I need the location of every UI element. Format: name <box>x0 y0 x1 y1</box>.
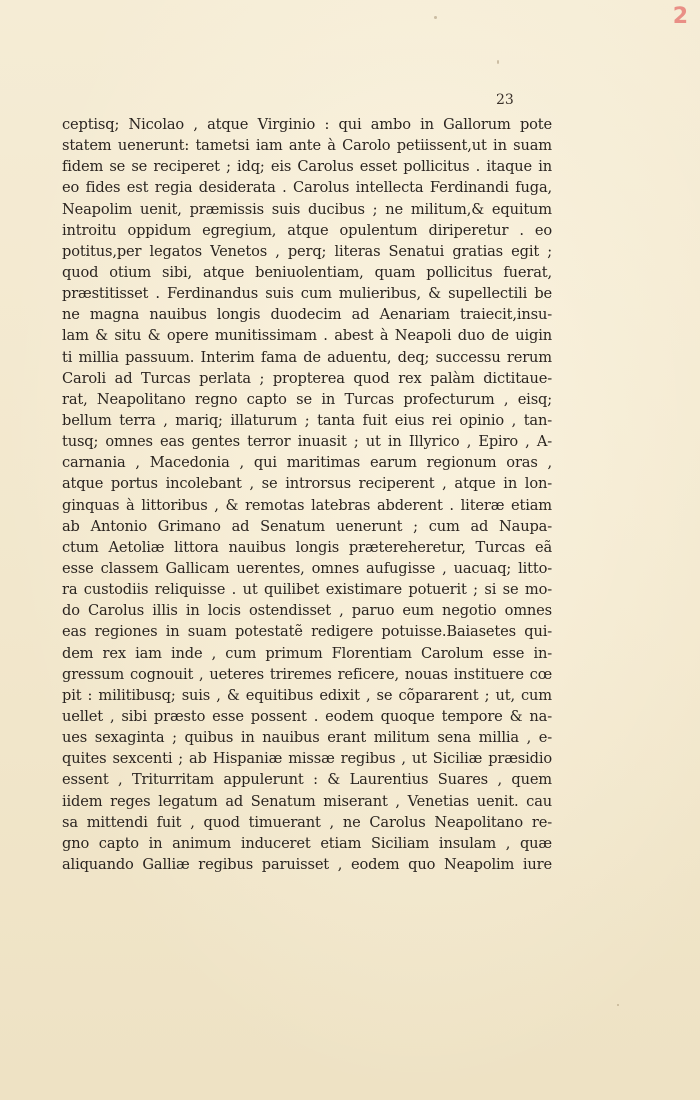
text-line: eo fides est regia desiderata . Carolus intellecta Ferdinandi fuga, <box>62 179 552 197</box>
text-line: gno capto in animum induceret etiam Siciliam insulam , quæ <box>62 834 552 852</box>
page-number: 23 <box>496 92 514 108</box>
text-line: atque portus incolebant , se introrsus reciperent , atque in lon- <box>62 475 552 493</box>
body-text <box>62 114 552 875</box>
text-line: dem rex iam inde , cum primum Florentiam Carolum esse in- <box>62 644 552 662</box>
text-line: gressum cognouit , ueteres triremes reficere, nouas instituere cœ <box>62 665 552 683</box>
paper-speck <box>434 16 437 19</box>
text-line: lam & situ & opere munitissimam . abest à Neapoli duo de uigin <box>62 327 552 345</box>
text-line: ne magna nauibus longis duodecim ad Aenariam traiecit,insu- <box>62 306 552 324</box>
text-line: carnania , Macedonia , qui maritimas earum regionum oras , <box>62 454 552 472</box>
paper-speck <box>497 60 499 64</box>
text-line: essent , Triturritam appulerunt : & Laurentius Suares , quem <box>62 771 552 789</box>
paper-speck <box>617 1004 619 1006</box>
text-line: iidem reges legatum ad Senatum miserant , Venetias uenit. cau <box>62 792 552 810</box>
text-line: tusq; omnes eas gentes terror inuasit ; ut in Illyrico , Epiro , A- <box>62 433 552 451</box>
text-line: pit : militibusq; suis , & equitibus edixit , se cõpararent ; ut, cum <box>62 686 552 704</box>
text-line: aliquando Galliæ regibus paruisset , eodem quo Neapolim iure <box>62 855 552 873</box>
text-line: uellet , sibi præsto esse possent . eodem quoque tempore & na- <box>62 707 552 725</box>
text-line: sa mittendi fuit , quod timuerant , ne Carolus Neapolitano re- <box>62 813 552 831</box>
text-line: quites sexcenti ; ab Hispaniæ missæ regibus , ut Siciliæ præsidio <box>62 750 552 768</box>
text-line: ti millia passuum. Interim fama de aduentu, deq; successu rerum <box>62 348 552 366</box>
corner-page-mark: 2 <box>672 4 688 29</box>
text-line: ctum Aetoliæ littora nauibus longis prætereheretur, Turcas eã <box>62 538 552 556</box>
text-line: Caroli ad Turcas perlata ; propterea quod rex palàm dictitaue- <box>62 369 552 387</box>
text-line: bellum terra , mariq; illaturum ; tanta fuit eius rei opinio , tan- <box>62 411 552 429</box>
text-line: ues sexaginta ; quibus in nauibus erant militum sena millia , e- <box>62 729 552 747</box>
text-line: ra custodiis reliquisse . ut quilibet existimare potuerit ; si se mo- <box>62 581 552 599</box>
text-line: quod otium sibi, atque beniuolentiam, quam pollicitus fuerat, <box>62 263 552 281</box>
text-line: esse classem Gallicam uerentes, omnes aufugisse , uacuaq; litto- <box>62 559 552 577</box>
text-line: statem uenerunt: tametsi iam ante à Carolo petiissent,ut in suam <box>62 137 552 155</box>
text-line: do Carolus illis in locis ostendisset , paruo eum negotio omnes <box>62 602 552 620</box>
text-line: ab Antonio Grimano ad Senatum uenerunt ; cum ad Naupa- <box>62 517 552 535</box>
text-line: Neapolim uenit, præmissis suis ducibus ; ne militum,& equitum <box>62 200 552 218</box>
text-line: ginquas à littoribus , & remotas latebras abderent . literæ etiam <box>62 496 552 514</box>
text-line: præstitisset . Ferdinandus suis cum mulieribus, & supellectili be <box>62 285 552 303</box>
text-line: introitu oppidum egregium, atque opulentum diriperetur . eo <box>62 221 552 239</box>
text-line: fidem se se reciperet ; idq; eis Carolus esset pollicitus . itaque in <box>62 158 552 176</box>
text-line: eas regiones in suam potestatẽ redigere potuisse.Baiasetes qui- <box>62 623 552 641</box>
text-line: ceptisq; Nicolao , atque Virginio : qui ambo in Gallorum pote <box>62 116 552 133</box>
text-line: rat, Neapolitano regno capto se in Turcas profecturum , eisq; <box>62 390 552 408</box>
text-line: potitus,per legatos Venetos , perq; literas Senatui gratias egit ; <box>62 242 552 260</box>
